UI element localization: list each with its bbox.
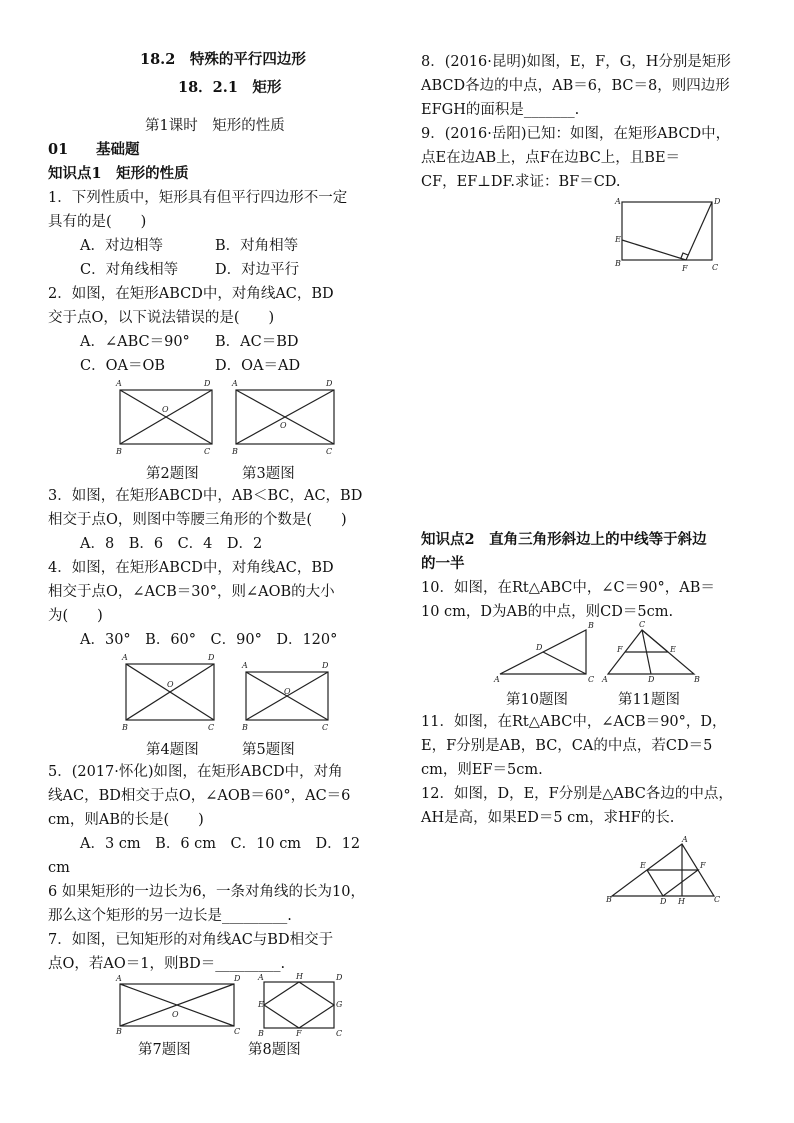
figure-q8 xyxy=(254,972,346,1038)
label-b: B xyxy=(606,895,612,904)
label-d: D xyxy=(648,675,655,684)
q5-line5: cm xyxy=(48,860,70,876)
figure-q2 xyxy=(112,378,222,458)
label-c: C xyxy=(588,675,595,684)
label-c: C xyxy=(336,1029,343,1038)
q9-line3: CF，EF⊥DF.求证：BF＝CD. xyxy=(421,174,621,190)
label-e: E xyxy=(670,645,676,654)
label-c: C xyxy=(326,447,333,456)
label-d: D xyxy=(536,643,543,652)
q8-line1: 8．(2016·昆明)如图，E，F，G，H分别是矩形 xyxy=(421,54,731,70)
caption-fig10: 第10题图 xyxy=(506,692,568,708)
label-f: F xyxy=(296,1029,302,1038)
header-section: 18.2 特殊的平行四边形 xyxy=(140,51,306,68)
q2-line2: 交于点O，以下说法错误的是( ) xyxy=(48,310,275,326)
label-b: B xyxy=(242,723,248,732)
q7-line1: 7．如图，已知矩形的对角线AC与BD相交于 xyxy=(48,932,334,948)
label-c: C xyxy=(714,895,721,904)
label-f: F xyxy=(700,861,706,870)
label-h: H xyxy=(678,897,685,906)
figure-q5 xyxy=(240,662,336,732)
label-e: E xyxy=(640,861,646,870)
caption-fig2: 第2题图 xyxy=(146,466,199,482)
q1-option-c: C．对角线相等 xyxy=(80,262,179,278)
label-a: A xyxy=(615,197,621,206)
q12-line1: 12．如图，D，E，F分别是△ABC各边的中点， xyxy=(421,786,733,802)
q4-options: A．30° B．60° C．90° D．120° xyxy=(80,632,338,648)
q4-line2: 相交于点O，∠ACB＝30°，则∠AOB的大小 xyxy=(48,584,335,600)
label-c: C xyxy=(204,447,211,456)
label-d: D xyxy=(326,379,333,388)
caption-fig11: 第11题图 xyxy=(618,692,680,708)
label-a: A xyxy=(602,675,608,684)
label-b: B xyxy=(116,1027,122,1036)
label-d: D xyxy=(208,653,215,662)
label-o: O xyxy=(280,421,287,430)
label-f: F xyxy=(617,645,623,654)
caption-fig8: 第8题图 xyxy=(248,1042,301,1058)
label-c: C xyxy=(639,620,646,629)
q2-option-b: B．AC＝BD xyxy=(215,334,299,350)
header-subsection: 18．2.1 矩形 xyxy=(178,79,282,96)
q12-line2: AH是高，如果ED＝5 cm，求HF的长. xyxy=(421,810,675,826)
label-b: B xyxy=(258,1029,264,1038)
knowledge-point-2-line2: 的一半 xyxy=(421,555,465,572)
figure-q12 xyxy=(604,836,724,906)
label-d: D xyxy=(660,897,667,906)
q5-line3: cm，则AB的长是( ) xyxy=(48,812,204,828)
level-name: 基础题 xyxy=(96,141,140,158)
q3-line2: 相交于点O，则图中等腰三角形的个数是( ) xyxy=(48,512,347,528)
q3-line1: 3．如图，在矩形ABCD中，AB＜BC，AC，BD xyxy=(48,488,363,504)
q5-line2: 线AC，BD相交于点O，∠AOB＝60°，AC＝6 xyxy=(48,788,351,804)
q1-line1: 1．下列性质中，矩形具有但平行四边形不一定 xyxy=(48,190,348,206)
q10-line1: 10．如图，在Rt△ABC中，∠C＝90°，AB＝ xyxy=(421,580,715,596)
knowledge-point-2-line1: 知识点2 直角三角形斜边上的中线等于斜边 xyxy=(421,531,707,548)
label-c: C xyxy=(712,263,719,272)
label-c: C xyxy=(234,1027,241,1036)
figure-q7 xyxy=(112,974,242,1036)
level-num: 01 xyxy=(48,141,69,158)
q1-line2: 具有的是( ) xyxy=(48,214,147,230)
q11-line3: cm，则EF＝5cm. xyxy=(421,762,543,778)
q1-option-d: D．对边平行 xyxy=(215,262,300,278)
q10-line2: 10 cm，D为AB的中点，则CD＝5cm. xyxy=(421,604,674,620)
figure-q4 xyxy=(118,652,222,734)
label-b: B xyxy=(232,447,238,456)
label-c: C xyxy=(208,723,215,732)
label-e: E xyxy=(615,235,621,244)
q7-line2: 点O，若AO＝1，则BD＝_________. xyxy=(48,956,286,972)
q1-option-b: B．对角相等 xyxy=(215,238,299,254)
label-g: G xyxy=(336,1000,343,1009)
label-a: A xyxy=(682,835,688,844)
label-b: B xyxy=(588,621,594,630)
label-b: B xyxy=(116,447,122,456)
label-f: F xyxy=(682,264,688,273)
label-c: C xyxy=(322,723,329,732)
label-h: H xyxy=(296,972,303,981)
label-b: B xyxy=(122,723,128,732)
q9-line1: 9．(2016·岳阳)已知：如图，在矩形ABCD中， xyxy=(421,126,731,142)
q8-line2: ABCD各边的中点，AB＝6，BC＝8，则四边形 xyxy=(421,78,730,94)
q4-line3: 为( ) xyxy=(48,608,103,624)
q6-line2: 那么这个矩形的另一边长是_________. xyxy=(48,908,292,924)
label-a: A xyxy=(242,661,248,670)
label-d: D xyxy=(714,197,721,206)
q11-line1: 11．如图，在Rt△ABC中，∠ACB＝90°，D， xyxy=(421,714,727,730)
header-lesson: 第1课时 矩形的性质 xyxy=(145,118,285,134)
label-o: O xyxy=(162,405,169,414)
figure-q11 xyxy=(602,620,706,684)
caption-fig3: 第3题图 xyxy=(242,466,295,482)
q2-option-a: A．∠ABC＝90° xyxy=(80,334,190,350)
q9-line2: 点E在边AB上，点F在边BC上，且BE＝ xyxy=(421,150,681,166)
figure-q10 xyxy=(494,620,598,684)
label-d: D xyxy=(336,973,343,982)
label-o: O xyxy=(284,687,291,696)
label-a: A xyxy=(116,379,122,388)
caption-fig4: 第4题图 xyxy=(146,742,199,758)
label-b: B xyxy=(615,259,621,268)
q4-line1: 4．如图，在矩形ABCD中，对角线AC，BD xyxy=(48,560,334,576)
q8-line3: EFGH的面积是_______. xyxy=(421,102,580,118)
label-d: D xyxy=(204,379,211,388)
label-d: D xyxy=(234,974,241,983)
label-a: A xyxy=(116,974,122,983)
label-e: E xyxy=(258,1000,264,1009)
q2-line1: 2．如图，在矩形ABCD中，对角线AC，BD xyxy=(48,286,334,302)
label-b: B xyxy=(694,675,700,684)
q5-options: A．3 cm B．6 cm C．10 cm D．12 xyxy=(80,836,361,852)
q5-line1: 5．(2017·怀化)如图，在矩形ABCD中，对角 xyxy=(48,764,343,780)
q6-line1: 6 如果矩形的一边长为6，一条对角线的长为10， xyxy=(48,884,366,900)
label-o: O xyxy=(172,1010,179,1019)
figure-q9 xyxy=(612,194,722,274)
label-a: A xyxy=(258,973,264,982)
label-d: D xyxy=(322,661,329,670)
caption-fig7: 第7题图 xyxy=(138,1042,191,1058)
knowledge-point-1: 知识点1 矩形的性质 xyxy=(48,165,189,182)
q1-option-a: A．对边相等 xyxy=(80,238,163,254)
q2-option-d: D．OA＝AD xyxy=(215,358,301,374)
label-o: O xyxy=(167,680,174,689)
caption-fig5: 第5题图 xyxy=(242,742,295,758)
q11-line2: E，F分别是AB，BC，CA的中点，若CD＝5 xyxy=(421,738,713,754)
label-a: A xyxy=(232,379,238,388)
label-a: A xyxy=(122,653,128,662)
figure-q3 xyxy=(230,378,342,458)
q2-option-c: C．OA＝OB xyxy=(80,358,165,374)
q3-options: A．8 B．6 C．4 D．2 xyxy=(80,536,263,552)
label-a: A xyxy=(494,675,500,684)
